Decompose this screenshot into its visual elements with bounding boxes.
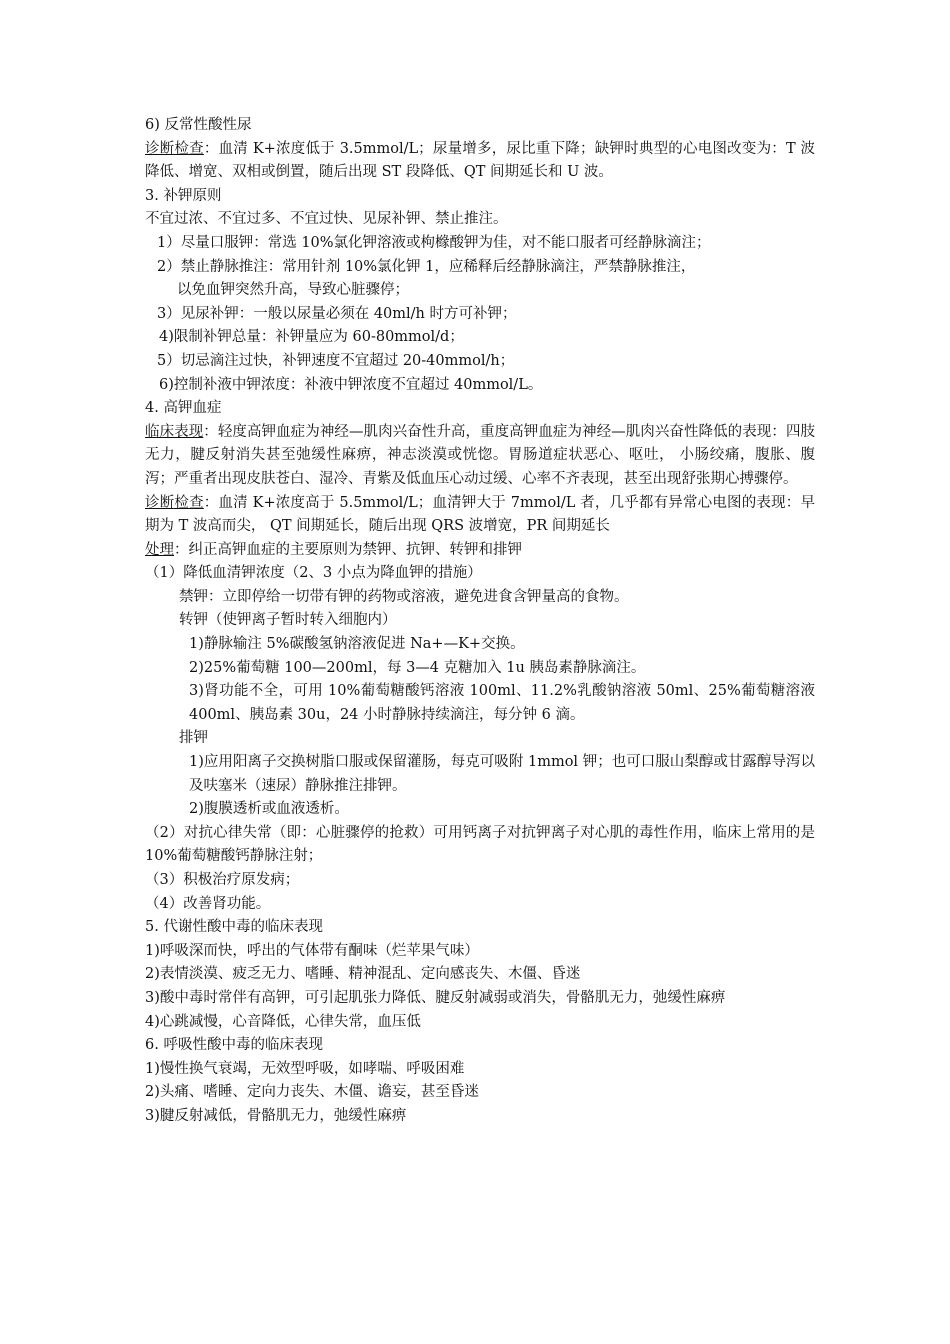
paragraph-text: ：轻度高钾血症为神经—肌肉兴奋性升高，重度高钾血症为神经—肌肉兴奋性降低的表现：四肢无力，腱反射消失甚至弛缓性麻痹，神志淡漠或恍惚。胃肠道症状恶心、呕吐， 小肠绞痛，腹胀、腹泻；严重者出现皮肤苍白、湿冷、青紫及低血压心动过缓、心率不齐表现，甚至出现舒张期心搏骤停。: [145, 423, 816, 487]
list-item: 排钾: [179, 730, 208, 747]
sub-list-text: 1)应用阳离子交换树脂口服或保留灌肠，每克可吸附 1mmol 钾；也可口服山梨醇或甘露醇导泻以及呋塞米（速尿）静脉推注排钾。: [189, 754, 815, 794]
paragraph-text: ：纠正高钾血症的主要原则为禁钾、抗钾、转钾和排钾: [174, 541, 522, 558]
sub-list-item: [145, 680, 815, 727]
sub-list-item: [145, 751, 815, 798]
list-item: 4)限制补钾总量：补钾量应为 60-80mmol/d；: [159, 329, 464, 346]
list-item: 6)控制补液中钾浓度：补液中钾浓度不宜超过 40mmol/L。: [159, 376, 543, 393]
section-label: 临床表现: [145, 423, 204, 440]
clinical-paragraph: [145, 421, 815, 492]
text-line: 6) 反常性酸性尿: [145, 117, 252, 133]
list-item: 1)慢性换气衰竭，无效型呼吸，如哮喘、呼吸困难: [145, 1060, 465, 1077]
diagnosis-paragraph: [145, 138, 815, 185]
section-heading: 6. 呼吸性酸中毒的临床表现: [145, 1037, 323, 1054]
section-heading: 5. 代谢性酸中毒的临床表现: [145, 919, 323, 936]
section-label: 诊断检查: [145, 494, 204, 511]
section-label: 诊断检查: [145, 140, 204, 157]
list-item: 3)腱反射减低，骨骼肌无力，弛缓性麻痹: [145, 1107, 407, 1124]
section-heading: 3. 补钾原则: [145, 187, 222, 204]
list-item: 禁钾：立即停给一切带有钾的药物或溶液，避免进食含钾量高的食物。: [179, 588, 629, 605]
list-item: （4）改善肾功能。: [145, 895, 271, 912]
list-item: 1）尽量口服钾：常选 10%氯化钾溶液或枸橼酸钾为佳，对不能口服者可经静脉滴注；: [157, 234, 711, 251]
section-heading: 4. 高钾血症: [145, 400, 222, 417]
list-item: 5）切忌滴注过快，补钾速度不宜超过 20-40mmol/h；: [157, 352, 515, 369]
sub-list-item: 1)静脉输注 5%碳酸氢钠溶液促进 Na+—K+交换。: [189, 636, 525, 653]
section-label: 处理: [145, 541, 174, 558]
list-item: 2）禁止静脉推注：常用针剂 10%氯化钾 1，应稀释后经静脉滴注，严禁静脉推注，: [157, 258, 696, 275]
list-item: 转钾（使钾离子暂时转入细胞内）: [179, 612, 397, 629]
paragraph-text: ：血清 K+浓度高于 5.5mmol/L；血清钾大于 7mmol/L 者，几乎都有异常心电图的表现：早期为 T 波高而尖， QT 间期延长，随后出现 QRS 波增宽，PR 间期延长: [145, 494, 815, 535]
text-line: 不宜过浓、不宜过多、不宜过快、见尿补钾、禁止推注。: [145, 211, 508, 228]
list-item: 2)表情淡漠、疲乏无力、嗜睡、精神混乱、定向感丧失、木僵、昏迷: [145, 966, 581, 983]
list-item: 3）见尿补钾：一般以尿量必须在 40ml/h 时方可补钾；: [157, 305, 517, 322]
document-page: [145, 114, 815, 1129]
list-item: 1)呼吸深而快，呼出的气体带有酮味（烂苹果气味）: [145, 942, 479, 959]
sub-list-item: 2)腹膜透析或血液透析。: [189, 801, 349, 818]
sub-list-item: 2)25%葡萄糖 100—200ml，每 3—4 克糖加入 1u 胰岛素静脉滴注。: [189, 659, 646, 676]
list-item: （3）积极治疗原发病；: [145, 872, 300, 888]
treatment-line: [145, 539, 815, 563]
diagnosis-paragraph: [145, 492, 815, 539]
list-item: 2)头痛、嗜睡、定向力丧失、木僵、谵妄，甚至昏迷: [145, 1084, 479, 1101]
list-item: 3)酸中毒时常伴有高钾，可引起肌张力降低、腱反射减弱或消失，骨骼肌无力，弛缓性麻痹: [145, 989, 726, 1006]
list-item: （1）降低血清钾浓度（2、3 小点为降血钾的措施）: [145, 565, 482, 582]
paragraph-text: ：血清 K+浓度低于 3.5mmol/L；尿量增多，尿比重下降；缺钾时典型的心电图改变为：T 波降低、增宽、双相或倒置，随后出现 ST 段降低、QT 间期延长和 U 波。: [145, 140, 815, 181]
list-item-continuation: 以免血钾突然升高，导致心脏骤停；: [177, 282, 409, 299]
sub-list-text: 3)肾功能不全，可用 10%葡萄糖酸钙溶液 100ml、11.2%乳酸钠溶液 50ml、25%葡萄糖溶液 400ml、胰岛素 30u，24 小时静脉持续滴注，每分钟 6 滴。: [189, 683, 815, 723]
list-item: 4)心跳减慢，心音降低，心律失常，血压低: [145, 1013, 421, 1030]
list-item: （2）对抗心律失常（即：心脏骤停的抢救）可用钙离子对抗钾离子对心肌的毒性作用，临床上常用的是 10%葡萄糖酸钙静脉注射；: [145, 824, 815, 865]
